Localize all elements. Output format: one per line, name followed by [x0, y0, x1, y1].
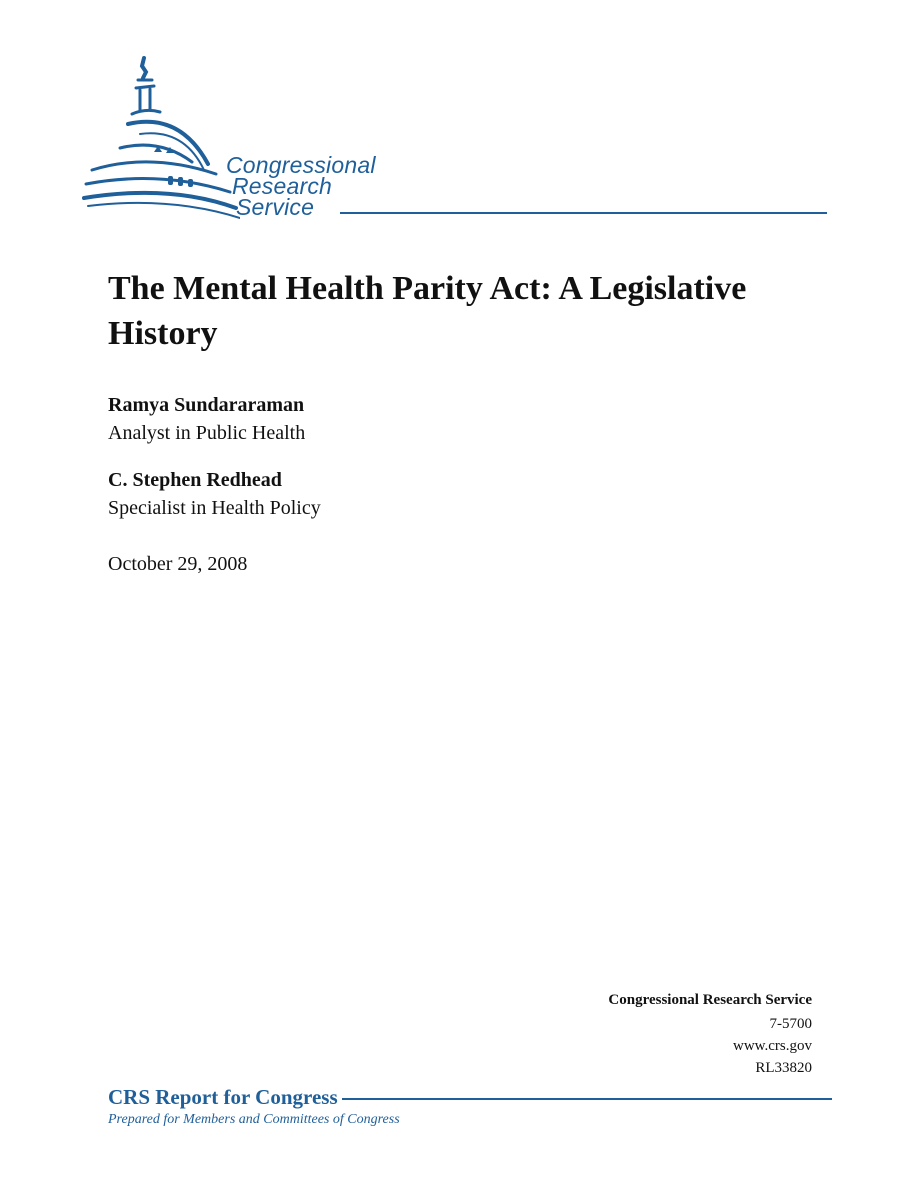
crs-phone: 7-5700 [769, 1016, 812, 1032]
author-block-2 [108, 466, 321, 522]
report-number: RL33820 [755, 1060, 812, 1076]
author-name: C. Stephen Redhead [108, 469, 282, 491]
report-title: The Mental Health Parity Act: A Legislative History [108, 270, 747, 352]
crs-logo-wordmark [226, 152, 376, 220]
crs-website-link[interactable]: www.crs.gov [732, 1038, 812, 1054]
logo-line-2: Research [232, 173, 333, 199]
logo-divider [340, 212, 827, 214]
logo-line-3: Service [236, 194, 315, 220]
report-footer [108, 1084, 832, 1130]
author-block-1 [108, 391, 305, 447]
author-role: Specialist in Health Policy [108, 497, 321, 519]
footer-subtitle: Prepared for Members and Committees of Congress [108, 1112, 400, 1127]
author-role: Analyst in Public Health [108, 422, 306, 444]
crs-org-name: Congressional Research Service [608, 992, 812, 1008]
author-name: Ramya Sundararaman [108, 394, 305, 416]
report-date: October 29, 2008 [108, 553, 248, 575]
crs-logo [80, 52, 840, 232]
logo-line-1: Congressional [226, 152, 376, 178]
crs-info-block [608, 989, 812, 1079]
capitol-dome-icon [80, 52, 240, 222]
footer-title: CRS Report for Congress [108, 1084, 342, 1110]
